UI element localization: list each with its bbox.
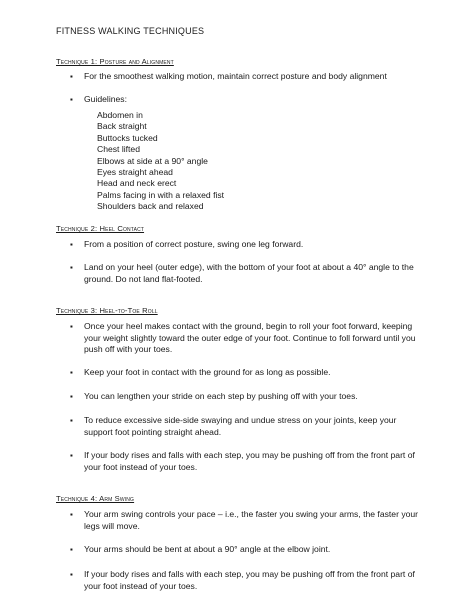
technique-3-bullet-4: ▪ To reduce excessive side-side swaying and undue stress on your joints, keep your support foot pointing straight ahead. bbox=[84, 415, 424, 438]
technique-4-bullet-3: ▪ If your body rises and falls with each step, you may be pushing off from the front part of your foot instead of your toes. bbox=[84, 569, 424, 592]
guideline-item: Back straight bbox=[97, 121, 147, 132]
technique-1-bullet-1: ▪ For the smoothest walking motion, maintain correct posture and body alignment bbox=[84, 71, 424, 83]
guideline-item: Shoulders back and relaxed bbox=[97, 201, 204, 212]
technique-3-heading: Technique 3: Heel-to-Toe Roll bbox=[56, 306, 158, 315]
technique-2-bullet-2: ▪ Land on your heel (outer edge), with the bottom of your foot at about a 40° angle to the ground. Do not land flat-footed. bbox=[84, 262, 424, 285]
guideline-item: Head and neck erect bbox=[97, 178, 177, 189]
guideline-item: Palms facing in with a relaxed fist bbox=[97, 189, 225, 200]
technique-4-heading: Technique 4: Arm Swing bbox=[56, 494, 135, 503]
technique-4-bullet-1: ▪ Your arm swing controls your pace – i.e., the faster you swing your arms, the faster your legs will move. bbox=[84, 509, 424, 532]
technique-1-heading: Technique 1: Posture and Alignment bbox=[56, 57, 174, 66]
technique-2-bullet-1: ▪ From a position of correct posture, swing one leg forward. bbox=[84, 239, 424, 251]
technique-1-bullet-2: ▪ Guidelines: bbox=[84, 94, 424, 106]
technique-4-bullet-2: ▪ Your arms should be bent at about a 90° angle at the elbow joint. bbox=[84, 544, 424, 556]
guideline-item: Abdomen in bbox=[97, 110, 143, 120]
page-title: FITNESS WALKING TECHNIQUES bbox=[56, 26, 205, 36]
guideline-item: Elbows at side at a 90° angle bbox=[97, 155, 208, 166]
technique-3-bullet-5: ▪ If your body rises and falls with each step, you may be pushing off from the front part of your foot instead of your toes. bbox=[84, 450, 424, 473]
technique-2-heading: Technique 2: Heel Contact bbox=[56, 224, 145, 233]
guideline-item: Eyes straight ahead bbox=[97, 167, 173, 178]
technique-3-bullet-3: ▪ You can lengthen your stride on each step by pushing off with your toes. bbox=[84, 391, 424, 403]
guideline-item: Buttocks tucked bbox=[97, 132, 158, 143]
technique-3-bullet-1: ▪ Once your heel makes contact with the ground, begin to roll your foot forward, keeping your weight slightly toward the outer edge of your foot. Continue to foll forward until you push off with your toes. bbox=[84, 321, 424, 356]
guideline-item: Chest lifted bbox=[97, 144, 140, 155]
guidelines-list bbox=[97, 110, 224, 213]
technique-3-bullet-2: ▪ Keep your foot in contact with the ground for as long as possible. bbox=[84, 367, 424, 379]
